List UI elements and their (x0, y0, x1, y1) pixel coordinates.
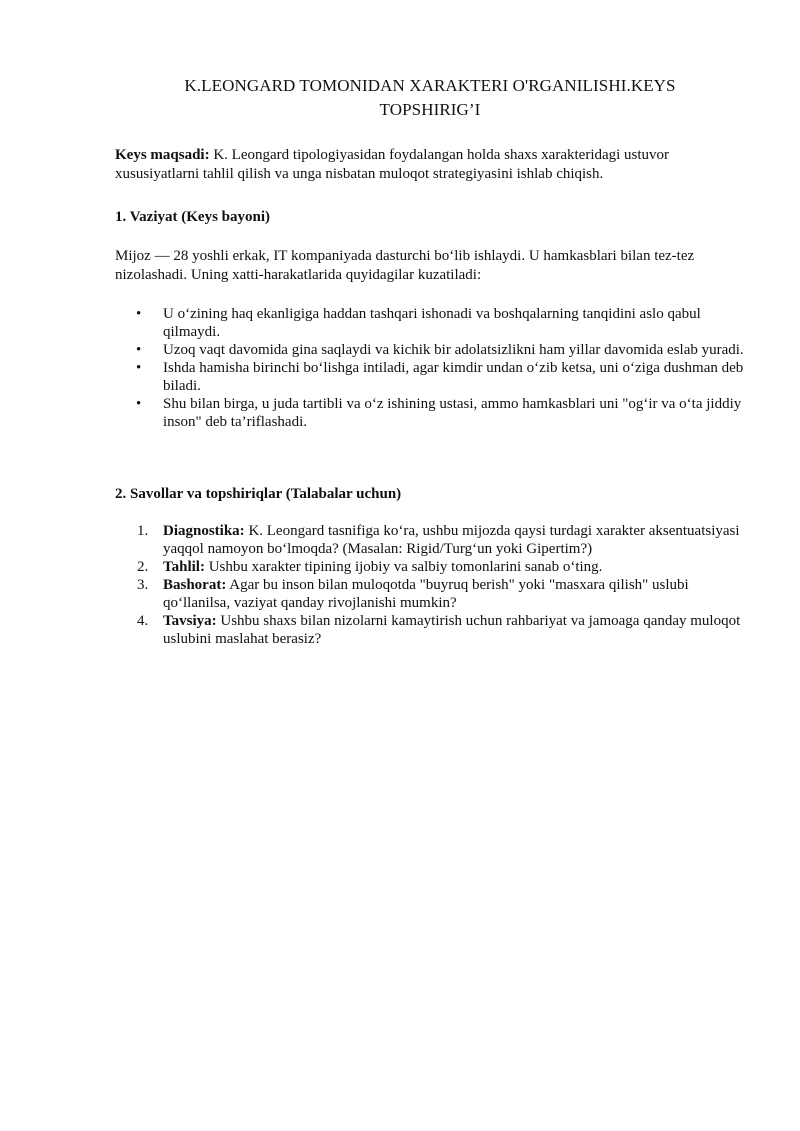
list-item-text: U o‘zining haq ekanligiga haddan tashqari ishonadi va boshqalarning tanqidini aslo qabul qilmaydi. (163, 306, 701, 340)
list-item-text: Uzoq vaqt davomida gina saqlaydi va kichik bir adolatsizlikni ham yillar davomida eslab yuradi. (163, 342, 744, 358)
tasks-list (115, 522, 745, 648)
task-label: Tahlil: (163, 559, 205, 575)
observations-list (115, 305, 745, 431)
list-item (115, 305, 745, 341)
task-text: Ushbu xarakter tipining ijobiy va salbiy tomonlarini sanab o‘ting. (204, 559, 603, 575)
list-item-text: Ishda hamisha birinchi bo‘lishga intiladi, agar kimdir undan o‘zib ketsa, uni o‘ziga dushman deb biladi. (163, 360, 744, 394)
bullet-icon: • (136, 360, 142, 376)
case-goal-label: Keys maqsadi: (115, 147, 210, 163)
document-title (115, 74, 745, 122)
list-number: 4. (137, 613, 149, 629)
task-label: Bashorat: (163, 577, 227, 593)
list-item (115, 612, 745, 648)
list-item-text: Shu bilan birga, u juda tartibli va o‘z ishining ustasi, ammo hamkasblari uni "og‘ir va o‘ta jiddiy inson" deb ta’riflashadi. (163, 396, 742, 430)
section-2-heading: 2. Savollar va topshiriqlar (Talabalar uchun) (115, 486, 402, 502)
list-item (115, 359, 745, 395)
bullet-icon: • (136, 342, 142, 358)
title-line-2: TOPSHIRIG’I (379, 100, 481, 119)
case-goal (115, 146, 745, 184)
list-number: 2. (137, 559, 149, 575)
task-label: Tavsiya: (163, 613, 217, 629)
list-item (115, 522, 745, 558)
situation-text: Mijoz — 28 yoshli erkak, IT kompaniyada dasturchi bo‘lib ishlaydi. U hamkasblari bilan tez-tez nizolashadi. Uning xatti-harakatlarida quyidagilar kuzatiladi: (115, 248, 695, 283)
task-label: Diagnostika: (163, 523, 245, 539)
task-text: Agar bu inson bilan muloqotda "buyruq berish" yoki "masxara qilish" uslubi qo‘llanilsa, vaziyat qanday rivojlanishi mumkin? (163, 577, 689, 611)
list-item (115, 395, 745, 431)
document-page (115, 74, 745, 648)
list-number: 3. (137, 577, 149, 593)
list-item (115, 558, 745, 576)
list-item (115, 576, 745, 612)
title-line-1: K.LEONGARD TOMONIDAN XARAKTERI O'RGANILISHI.KEYS (184, 76, 676, 95)
task-text: Ushbu shaxs bilan nizolarni kamaytirish uchun rahbariyat va jamoaga qanday muloqot uslubini maslahat berasiz? (163, 613, 741, 647)
list-number: 1. (137, 523, 149, 539)
list-item (115, 341, 745, 359)
bullet-icon: • (136, 306, 142, 322)
task-text: K. Leongard tasnifiga ko‘ra, ushbu mijozda qaysi turdagi xarakter aksentuatsiyasi yaqqol namoyon bo‘lmoqda? (Masalan: Rigid/Turg‘un yoki Gipertim?) (163, 523, 740, 557)
section-1-heading: 1. Vaziyat (Keys bayoni) (115, 209, 271, 225)
bullet-icon: • (136, 396, 142, 412)
case-goal-text: K. Leongard tipologiyasidan foydalangan holda shaxs xarakteridagi ustuvor xususiyatlarni tahlil qilish va unga nisbatan muloqot strategiyasini ishlab chiqish. (115, 147, 670, 182)
